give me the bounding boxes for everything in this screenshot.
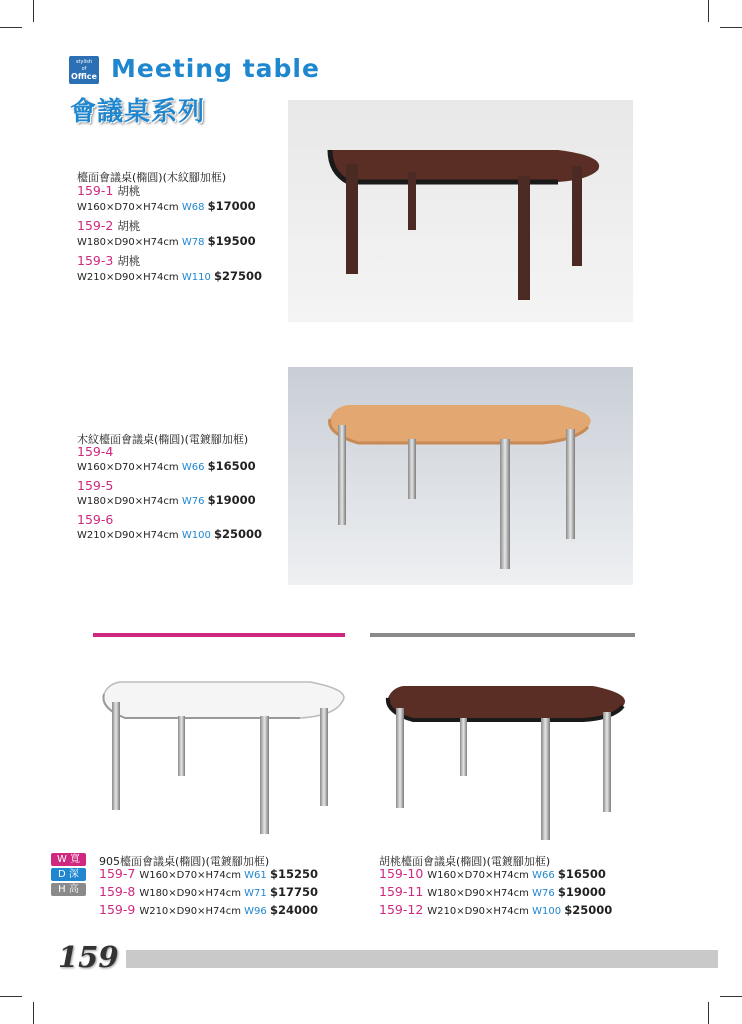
divider-gray (370, 633, 635, 637)
product-row: 159-12 W210×D90×H74cm W100 $25000 (379, 902, 613, 917)
product-list (99, 866, 318, 920)
legend-height: H 高 (51, 883, 86, 896)
product-code: 159-5 (77, 478, 114, 493)
logo-text-1: stylish (75, 59, 93, 65)
product-list (77, 183, 262, 283)
product-row: 159-9 W210×D90×H74cm W96 $24000 (99, 902, 318, 917)
crop-mark (708, 0, 709, 22)
product-name: 木紋檯面會議桌(橢圓)(電鍍腳加框) (77, 433, 249, 446)
page-number: 159 (58, 940, 119, 974)
product-spec: W210×D90×H74cm W100 $25000 (77, 527, 263, 541)
product-spec: W160×D70×H74cm W68 $17000 (77, 199, 256, 213)
divider-pink (93, 633, 345, 637)
product-code: 159-4 (77, 444, 114, 459)
product-list (379, 866, 612, 920)
product-photo-wood-chrome-legs (288, 367, 633, 585)
crop-mark (720, 27, 742, 28)
product-photo-walnut-wood-legs (288, 100, 633, 322)
product-row: 159-7 W160×D70×H74cm W61 $15250 (99, 866, 318, 881)
product-row: 159-11 W180×D90×H74cm W76 $19000 (379, 884, 606, 899)
crop-mark (708, 1002, 709, 1024)
office-logo (69, 56, 99, 84)
product-spec: W180×D90×H74cm W78 $19500 (77, 234, 256, 248)
product-list (77, 444, 262, 541)
product-code: 159-1 胡桃 (77, 183, 141, 198)
product-spec: W180×D90×H74cm W76 $19000 (77, 493, 256, 507)
product-name: 檯面會議桌(橢圓)(木紋腳加框) (77, 171, 227, 184)
logo-text-2: of (81, 66, 87, 72)
logo-text-3: Office (71, 72, 97, 81)
crop-mark (720, 996, 742, 997)
product-photo-white-table (90, 660, 352, 840)
product-photo-walnut-chrome-legs (378, 680, 640, 845)
product-name: 905檯面會議桌(橢圓)(電鍍腳加框) (99, 855, 270, 868)
crop-mark (0, 27, 22, 28)
legend-depth: D 深 (51, 868, 86, 881)
product-code: 159-2 胡桃 (77, 218, 141, 233)
product-spec: W210×D90×H74cm W110 $27500 (77, 269, 263, 283)
product-code: 159-6 (77, 512, 114, 527)
crop-mark (0, 996, 22, 997)
page-title-en: Meeting table (111, 54, 320, 83)
product-name: 胡桃檯面會議桌(橢圓)(電鍍腳加框) (379, 855, 551, 868)
crop-mark (33, 1002, 34, 1024)
product-row: 159-8 W180×D90×H74cm W71 $17750 (99, 884, 318, 899)
legend-width: W 寬 (51, 853, 86, 866)
product-spec: W160×D70×H74cm W66 $16500 (77, 459, 256, 473)
crop-mark (33, 0, 34, 22)
product-row: 159-10 W160×D70×H74cm W66 $16500 (379, 866, 606, 881)
product-code: 159-3 胡桃 (77, 253, 141, 268)
page-title-zh: 會議桌系列 (70, 97, 206, 127)
footer-bar (126, 950, 718, 968)
